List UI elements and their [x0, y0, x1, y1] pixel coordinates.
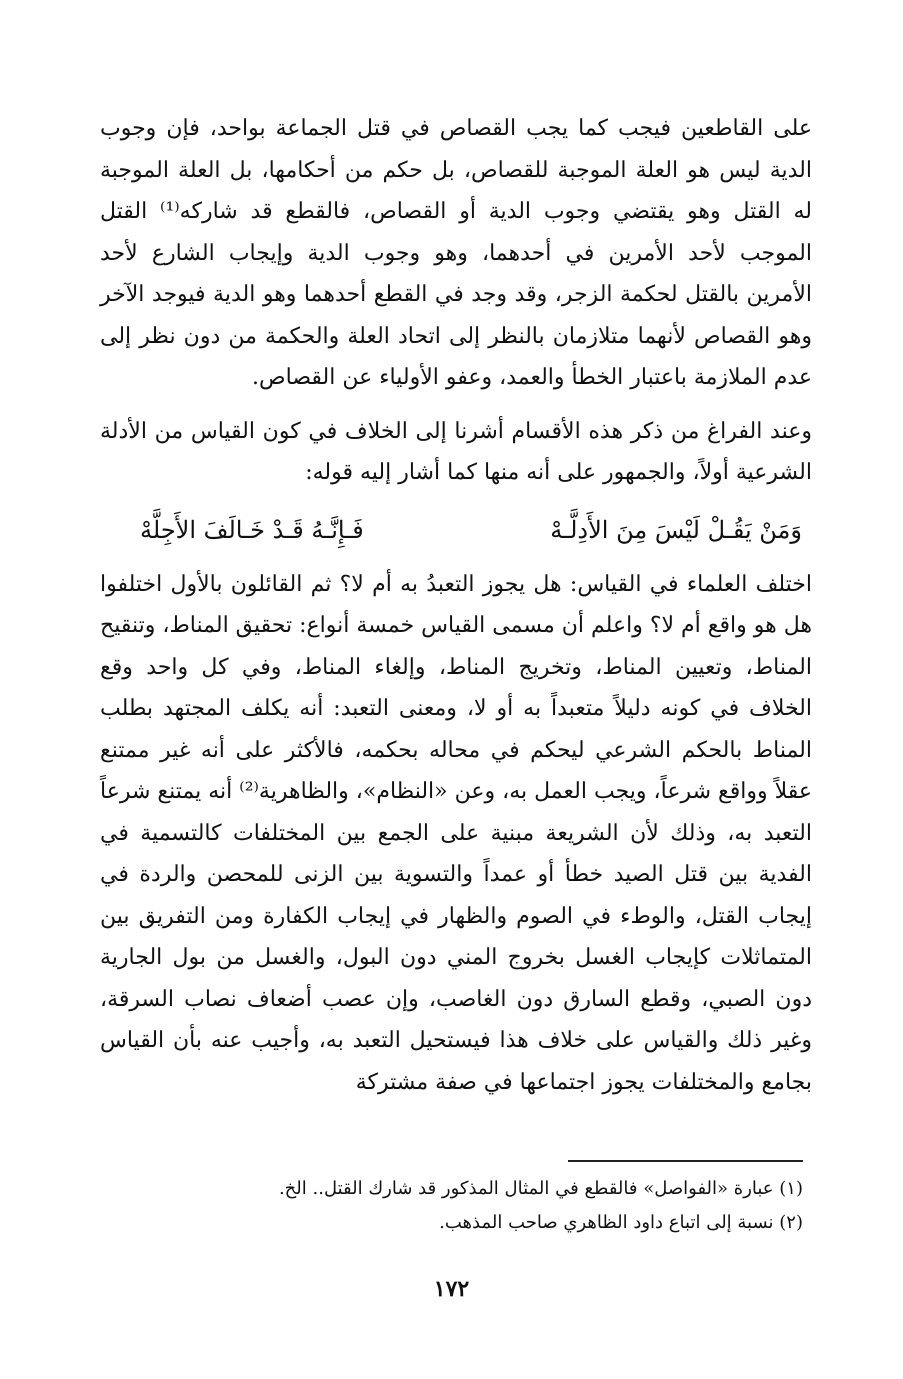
page-number: ١٧٢ [433, 1276, 470, 1302]
paragraph-3: اختلف العلماء في القياس: هل يجوز التعبدُ به أم لا؟ ثم القائلون بالأول اختلفوا هل هو واقع أم لا؟ واعلم أن مسمى القياس خمسة أنواع: تحقيق المناط، وتنقيح المناط، وتعيين المناط، وتخريج المناط، وإلغاء المناط، وفي كل واحد وقع الخلاف في كونه دليلاً متعبداً به أو لا، ومعنى التعبد: أنه يكلف المجتهد بطلب المناط بالحكم الشرعي ليحكم في محاله بحكمه، فالأكثر على أنه غير ممتنع عقلاً وواقع شرعاً، ويجب العمل به، وعن «النظام»، والظاهرية⁽²⁾ أنه يمتنع شرعاً التعبد به، وذلك لأن الشريعة مبنية على الجمع بين المختلفات كالتسمية في الفدية بين قتل الصيد خطأ أو عمداً والتسوية بين الزنى للمحصن والردة في إيجاب القتل، والوطء في الصوم والظهار في إيجاب الكفارة ومن التفريق بين المتماثلات كإيجاب الغسل بخروج المني دون البول، والغسل من بول الجارية دون الصبي، وقطع السارق دون الغاصب، وإن عصب أضعاف نصاب السرقة، وغير ذلك والقياس على خلاف هذا فيستحيل التعبد به، وأجيب عنه بأن القياس بجامع والمختلفات يجوز اجتماعها في صفة مشتركة [100, 571, 812, 1095]
footnote-divider [568, 1160, 803, 1162]
footnotes [91, 1172, 803, 1240]
poetry-verse [140, 508, 802, 552]
verse-second-hemistich: فَـإِنَّـهُ قَـدْ خَـالَفَ الأَجِلَّهْ [140, 515, 364, 544]
footnote-1: (١) عبارة «الفواصل» فالقطع في المثال المذكور قد شارك القتل.. الخ. [278, 1178, 803, 1199]
footnote-2: (٢) نسبة إلى اتباع داود الظاهري صاحب المذهب. [439, 1212, 803, 1233]
page-body [100, 108, 812, 1103]
paragraph-2: وعند الفراغ من ذكر هذه الأقسام أشرنا إلى الخلاف في كون القياس من الأدلة الشرعية أولاً، والجمهور على أنه منها كما أشار إليه قوله: [100, 418, 812, 485]
verse-first-hemistich: وَمَنْ يَقُـلْ لَيْسَ مِنَ الأَدِلَّـهْ [550, 515, 802, 544]
paragraph-1: على القاطعين فيجب كما يجب القصاص في قتل الجماعة بواحد، فإن وجوب الدية ليس هو العلة الموجبة للقصاص، بل حكم من أحكامها، بل العلة الموجبة له القتل وهو يقتضي وجوب الدية أو القصاص، فالقطع قد شاركه⁽¹⁾ القتل الموجب لأحد الأمرين في أحدهما، وهو وجوب الدية وإيجاب الشارع لأحد الأمرين بالقتل لحكمة الزجر، وقد وجد في القطع أحدهما وهو الدية فيوجد الآخر وهو القصاص لأنهما متلازمان بالنظر إلى اتحاد العلة والحكمة من دون نظر إلى عدم الملازمة باعتبار الخطأ والعمد، وعفو الأولياء عن القصاص. [100, 116, 812, 390]
